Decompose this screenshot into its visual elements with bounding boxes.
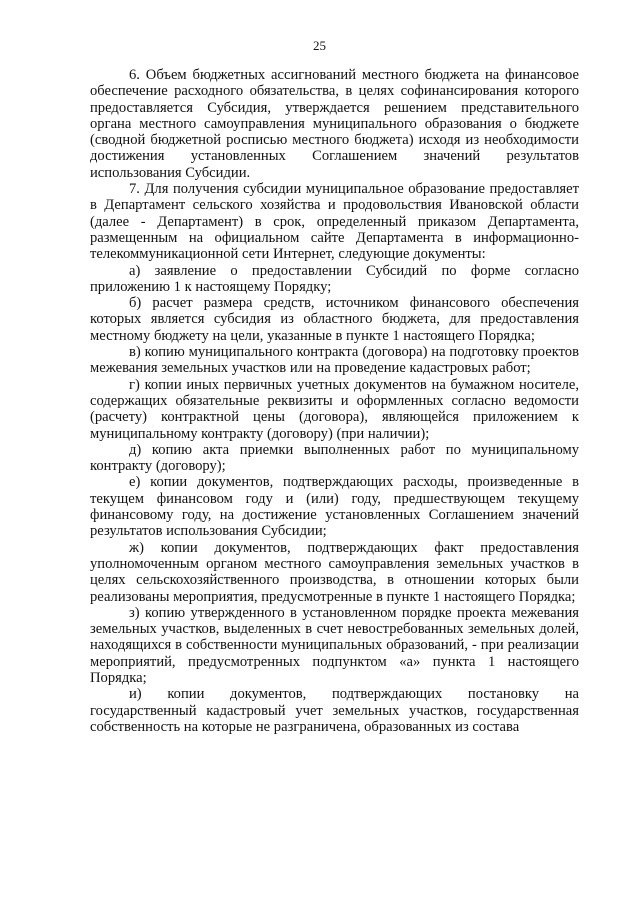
paragraph-6: 6. Объем бюджетных ассигнований местного бюджета на финансовое обеспечение расходного обязательства, в целях софинансирования которого предоставляется Субсидия, утверждается решением представительного органа местного самоуправления муниципального образования о бюджете (сводной бюджетной росписью местного бюджета) исходя из необходимости достижения установленных Соглашением значений результатов использования Субсидии. [90, 67, 579, 181]
list-item-z: з) копию утвержденного в установленном порядке проекта межевания земельных участков, выделенных в счет невостребованных земельных долей, находящихся в собственности муниципальных образований, - при реализации мероприятий, предусмотренных подпунктом «а» пункта 1 настоящего Порядка; [90, 604, 579, 686]
list-item-b: б) расчет размера средств, источником финансового обеспечения которых является субсидия из областного бюджета, для предоставления местному бюджету на цели, указанные в пункте 1 настоящего Порядка; [90, 295, 579, 344]
list-item-i: и) копии документов, подтверждающих постановку на государственный кадастровый учет земельных участков, государственная собственность на которые не разграничена, образованных из состава [90, 686, 579, 735]
list-item-g: г) копии иных первичных учетных документов на бумажном носителе, содержащих обязательные реквизиты и оформленных согласно ведомости (расчету) контрактной цены (договора), являющейся приложением к муниципальному контракту (договору) (при наличии); [90, 376, 579, 442]
list-item-zh: ж) копии документов, подтверждающих факт предоставления уполномоченным органом местного самоуправления земельных участков в целях сельскохозяйственного производства, в отношении которых были реализованы мероприятия, предусмотренные в пункте 1 настоящего Порядка; [90, 539, 579, 605]
list-item-e: е) копии документов, подтверждающих расходы, произведенные в текущем финансовом году и (или) году, предшествующем текущему финансовому году, на достижение установленных Соглашением значений результатов использования Субсидии; [90, 474, 579, 540]
paragraph-7: 7. Для получения субсидии муниципальное образование предоставляет в Департамент сельского хозяйства и продовольствия Ивановской области (далее - Департамент) в срок, определенный приказом Департамента, размещенным на официальном сайте Департамента в информационно-телекоммуникационной сети Интернет, следующие документы: [90, 181, 579, 263]
list-item-a: а) заявление о предоставлении Субсидий по форме согласно приложению 1 к настоящему Порядку; [90, 262, 579, 295]
list-item-v: в) копию муниципального контракта (договора) на подготовку проектов межевания земельных участков или на проведение кадастровых работ; [90, 344, 579, 377]
list-item-d: д) копию акта приемки выполненных работ по муниципальному контракту (договору); [90, 441, 579, 475]
document-body [90, 67, 579, 735]
page-number: 25 [313, 38, 326, 53]
